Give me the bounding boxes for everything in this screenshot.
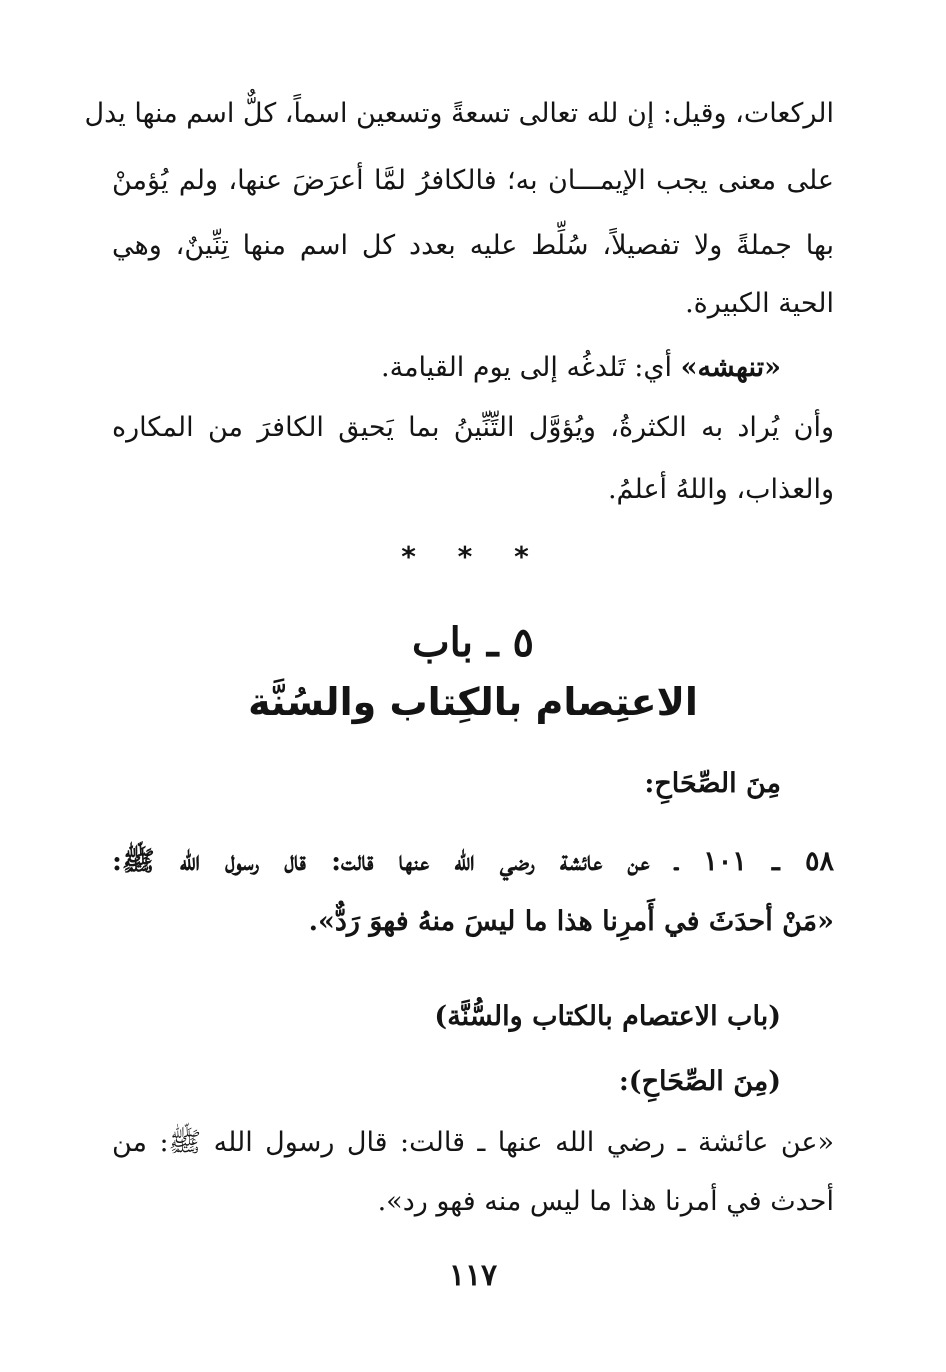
chapter-number: ٥ ـ باب xyxy=(411,619,535,666)
hadith-line-1: ٥٨ ـ ١٠١ ـ عن عائشة رضي الله عنها قالت: قال رسول الله ﷺ: xyxy=(112,846,834,877)
commentary-line-1: «عن عائشة ـ رضي الله عنها ـ قالت: قال رسول الله ﷺ: من xyxy=(112,1127,834,1158)
paragraph-1-line-3: بها جملةً ولا تفصيلاً، سُلِّط عليه بعدد كل اسم منها تِنِّينٌ، وهي xyxy=(112,230,834,261)
glossed-term: «تنهشه» xyxy=(680,352,781,383)
section-heading: مِنَ الصِّحَاحِ: xyxy=(644,768,781,799)
gloss-text: أي: تَلدغُه إلى يوم القيامة. xyxy=(381,352,681,383)
commentary-line-2: أحدث في أمرنا هذا ما ليس منه فهو رد». xyxy=(377,1186,834,1217)
hadith-line-2: «مَنْ أحدَثَ في أَمرِنا هذا ما ليسَ منهُ فهوَ رَدٌّ». xyxy=(308,906,834,937)
paragraph-1-line-2: على معنى يجب الإيمـــان به؛ فالكافرُ لمَّا أعرَضَ عنها، ولم يُؤمنْ xyxy=(112,165,834,196)
paragraph-2 xyxy=(112,351,781,385)
page-number: ١١٧ xyxy=(448,1258,498,1293)
section-separator: * * * xyxy=(401,540,545,573)
chapter-title: الاعتِصام بالكِتاب والسُنَّة xyxy=(248,680,698,724)
paragraph-1-line-4: الحية الكبيرة. xyxy=(685,288,834,319)
commentary-heading: (باب الاعتصام بالكتاب والسُّنَّة) xyxy=(434,1001,781,1032)
paragraph-3-line-1: وأن يُراد به الكثرةُ، ويُؤوَّل التِّنِّينُ بما يَحيق الكافرَ من المكاره xyxy=(112,412,834,443)
commentary-subheading: (مِنَ الصِّحَاحِ): xyxy=(618,1066,781,1097)
paragraph-1-line-1: الركعات، وقيل: إن لله تعالى تسعةً وتسعين اسماً، كلٌّ اسم منها يدل xyxy=(84,98,834,129)
paragraph-3-line-2: والعذاب، واللهُ أعلمُ. xyxy=(607,474,834,505)
